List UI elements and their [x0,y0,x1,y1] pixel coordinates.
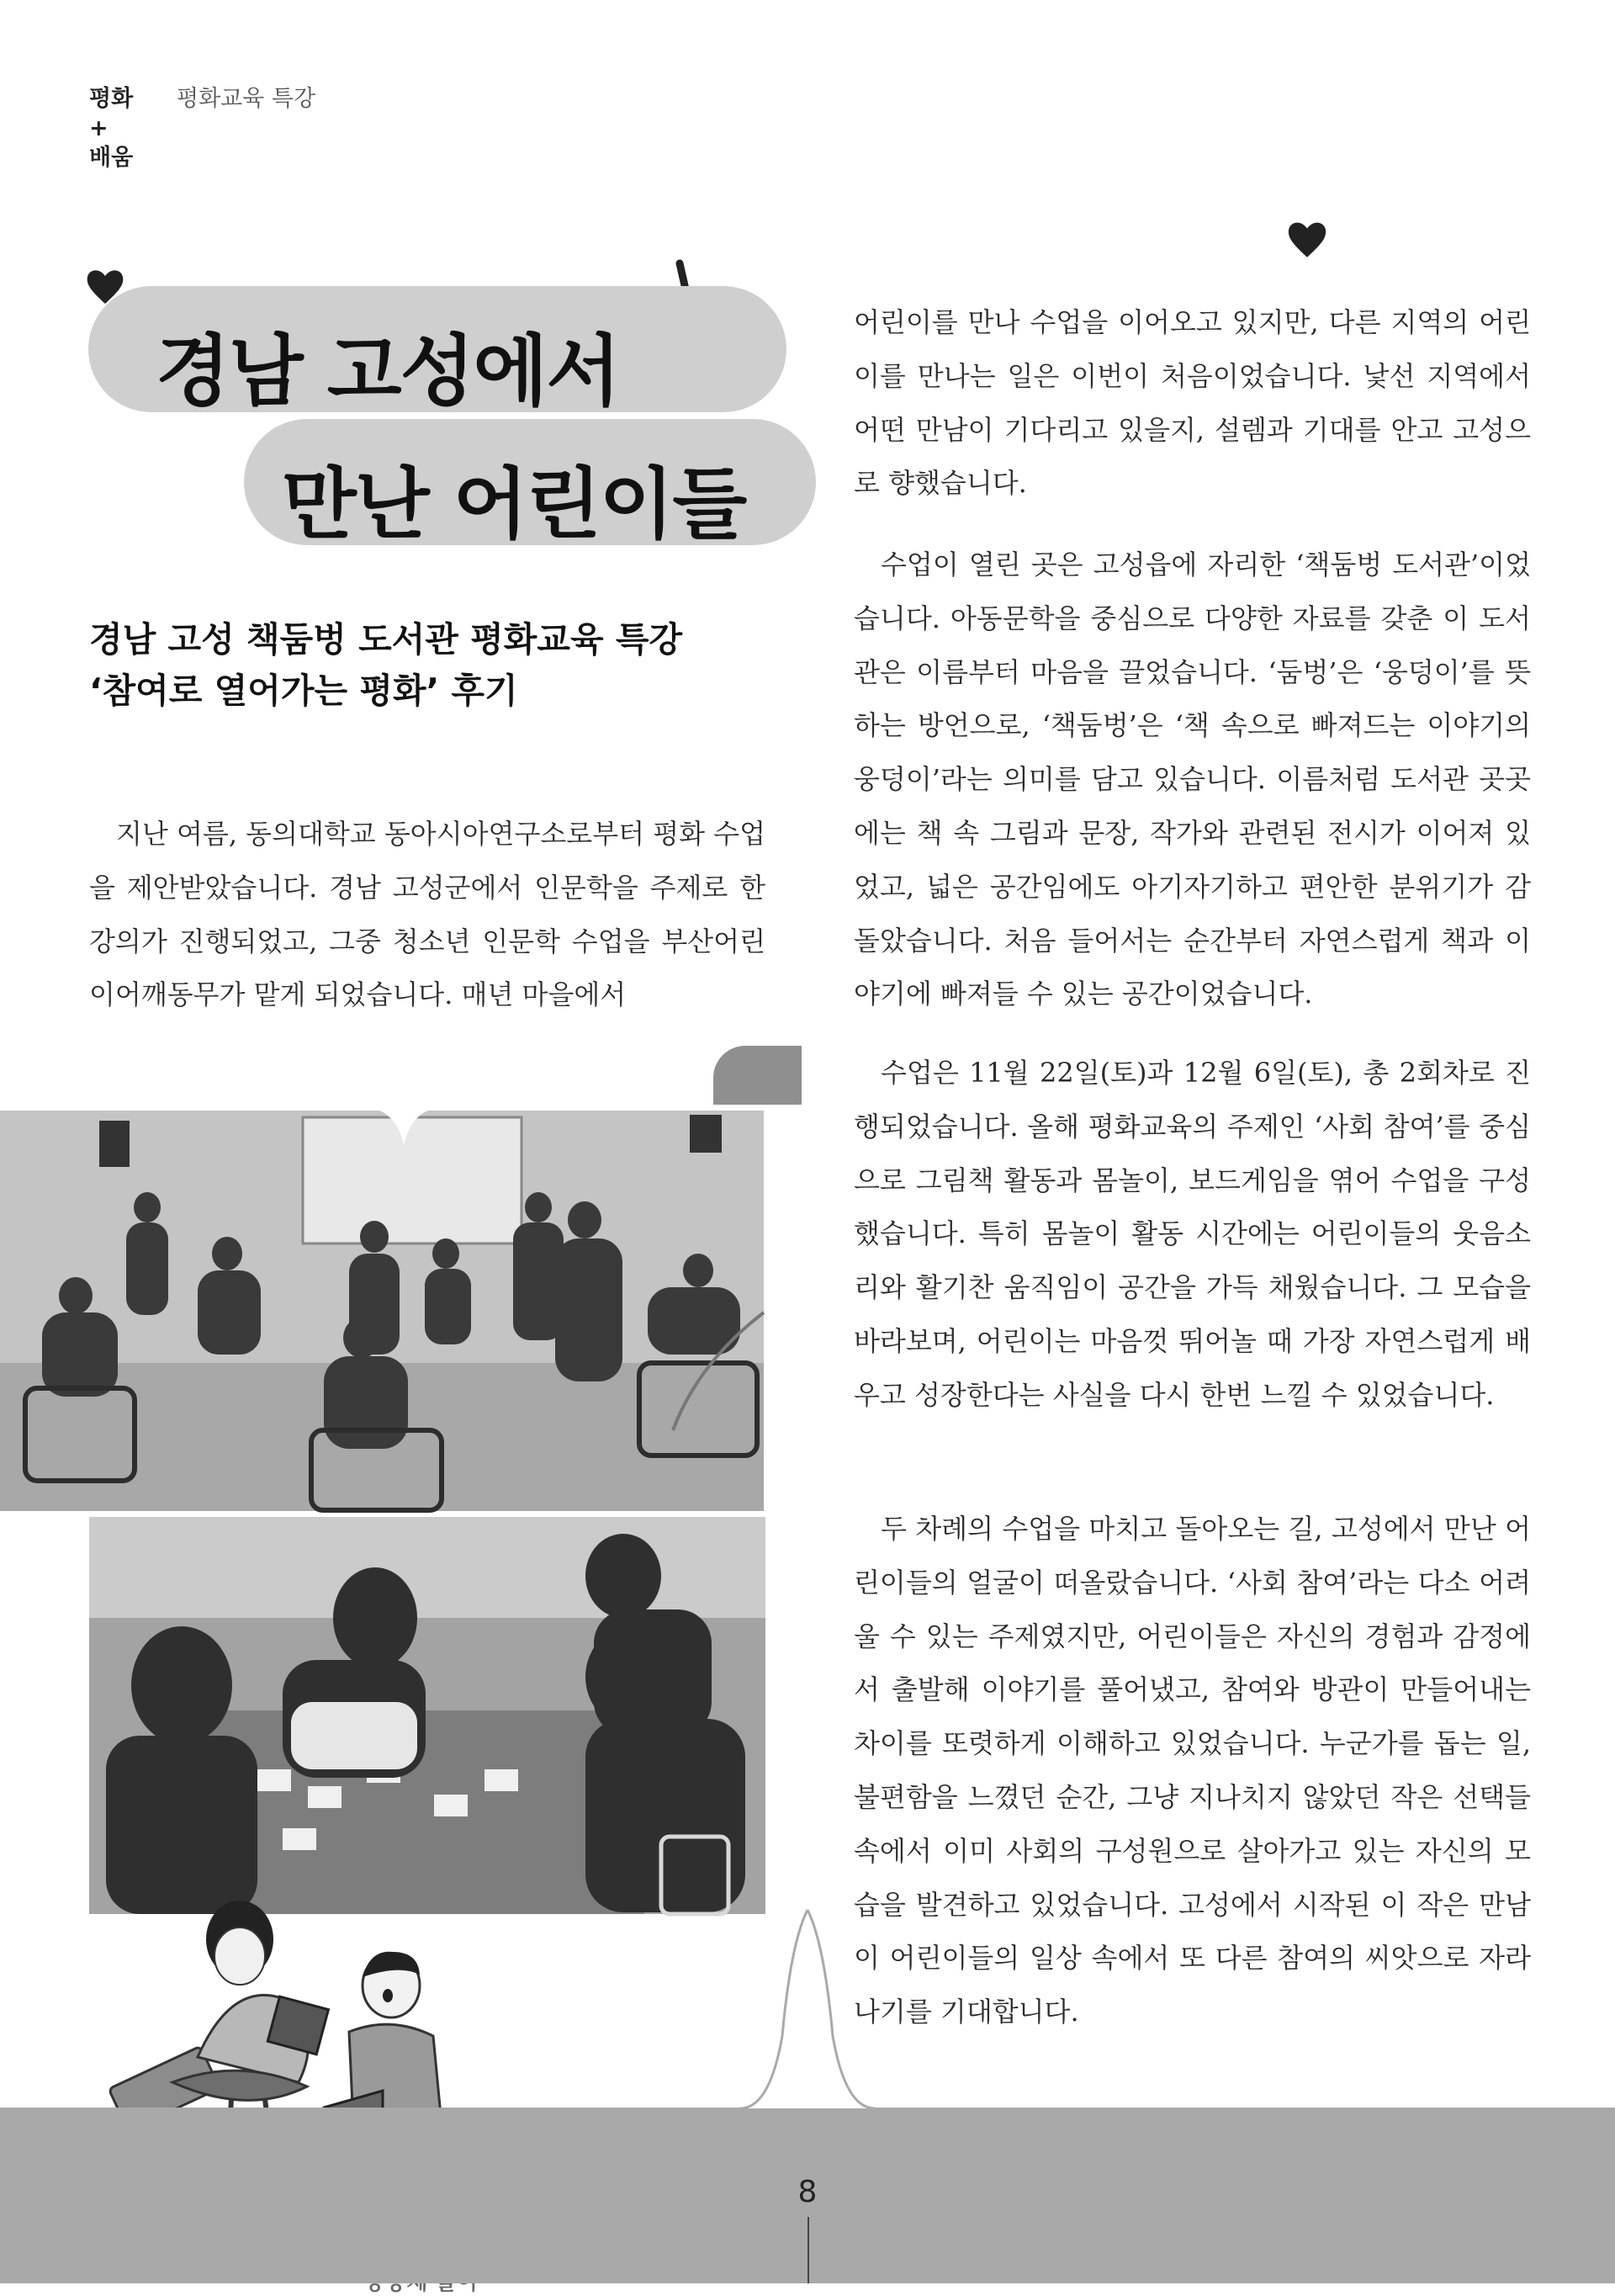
footer-curve-shape [740,1910,875,2108]
page-title-line1: 경남 고성에서 [156,326,620,416]
category-label: 평화교육 특강 [177,86,316,112]
classroom-photo-illustration [0,1111,764,1511]
page-number-rule [808,2217,809,2283]
section-label-peace: 평화 [89,86,134,112]
page-title-line2: 만난 어린이들 [282,459,746,549]
section-header [89,84,316,172]
subtitle-line2: ‘참여로 열어가는 평화’ 후기 [89,671,518,711]
photo-notch-shape [362,1107,446,1149]
subtitle-line1: 경남 고성 책둠벙 도서관 평화교육 특강 [89,619,683,660]
body-paragraph: 지난 여름, 동의대학교 동아시아연구소로부터 평화 수업을 제안받았습니다. 경남 고성군에서 인문학을 주제로 한 강의가 진행되었고, 그중 청소년 인문학 수업을 부산어린이어깨동무가 맡게 되었습니다. 매년 마을에서 [89,818,766,1011]
heart-icon [1285,217,1329,261]
decorative-tab [713,1046,802,1105]
body-paragraph: 수업이 열린 곳은 고성읍에 자리한 ‘책둠벙 도서관’이었습니다. 아동문학을 중심으로 다양한 자료를 갖춘 이 도서관은 이름부터 마음을 끌었습니다. ‘둠벙’은 ‘웅덩이’를 뜻하는 방언으로, ‘책둠벙’은 ‘책 속으로 빠져드는 이야기의 웅덩이’라는 의미를 담고 있습니다. 이름처럼 도서관 곳곳에는 책 속 그림과 문장, 작가와 관련된 전시가 이어져 있었고, 넓은 공간임에도 아기자기하고 편안한 분위기가 감돌았습니다. 처음 들어서는 순간부터 자연스럽게 책과 이야기에 빠져들 수 있는 공간이었습니다. [854,549,1531,1010]
body-paragraph: 수업은 11월 22일(토)과 12월 6일(토), 총 2회차로 진행되었습니다. 올해 평화교육의 주제인 ‘사회 참여’를 중심으로 그림책 활동과 몸놀이, 보드게임을 엮어 수업을 구성했습니다. 특히 몸놀이 활동 시간에는 어린이들의 웃음소리와 활기찬 움직임이 공간을 가득 채웠습니다. 그 모습을 바라보며, 어린이는 마음껏 뛰어놀 때 가장 자연스럽게 배우고 성장한다는 사실을 다시 한번 느낄 수 있었습니다. [854,1057,1531,1411]
body-paragraph: 두 차례의 수업을 마치고 돌아오는 길, 고성에서 만난 어린이들의 얼굴이 떠올랐습니다. ‘사회 참여’라는 다소 어려울 수 있는 주제였지만, 어린이들은 자신의 경험과 감정에서 출발해 이야기를 풀어냈고, 참여와 방관이 만들어내는 차이를 또렷하게 이해하고 있었습니다. 누군가를 돕는 일, 불편함을 느꼈던 순간, 그냥 지나치지 않았던 작은 선택들 속에서 이미 사회의 구성원으로 살아가고 있는 자신의 모습을 발견하고 있었습니다. 고성에서 시작된 이 작은 만남이 어린이들의 일상 속에서 또 다른 참여의 씨앗으로 자라나기를 기대합니다. [854,1513,1531,2028]
section-label-plus: + [89,115,109,141]
classroom-photo [0,1111,764,1511]
article-subtitle [89,614,682,717]
board-game-photo [89,1517,765,1914]
section-label-learning: 배움 [89,145,134,171]
body-paragraph: 어린이를 만나 수업을 이어오고 있지만, 다른 지역의 어린이를 만나는 일은 이번이 처음이었습니다. 낯선 지역에서 어떤 만남이 기다리고 있을지, 설렘과 기대를 안고 고성으로 향했습니다. [854,306,1531,500]
board-game-photo-illustration [89,1517,765,1914]
page-number: 8 [797,2175,818,2209]
